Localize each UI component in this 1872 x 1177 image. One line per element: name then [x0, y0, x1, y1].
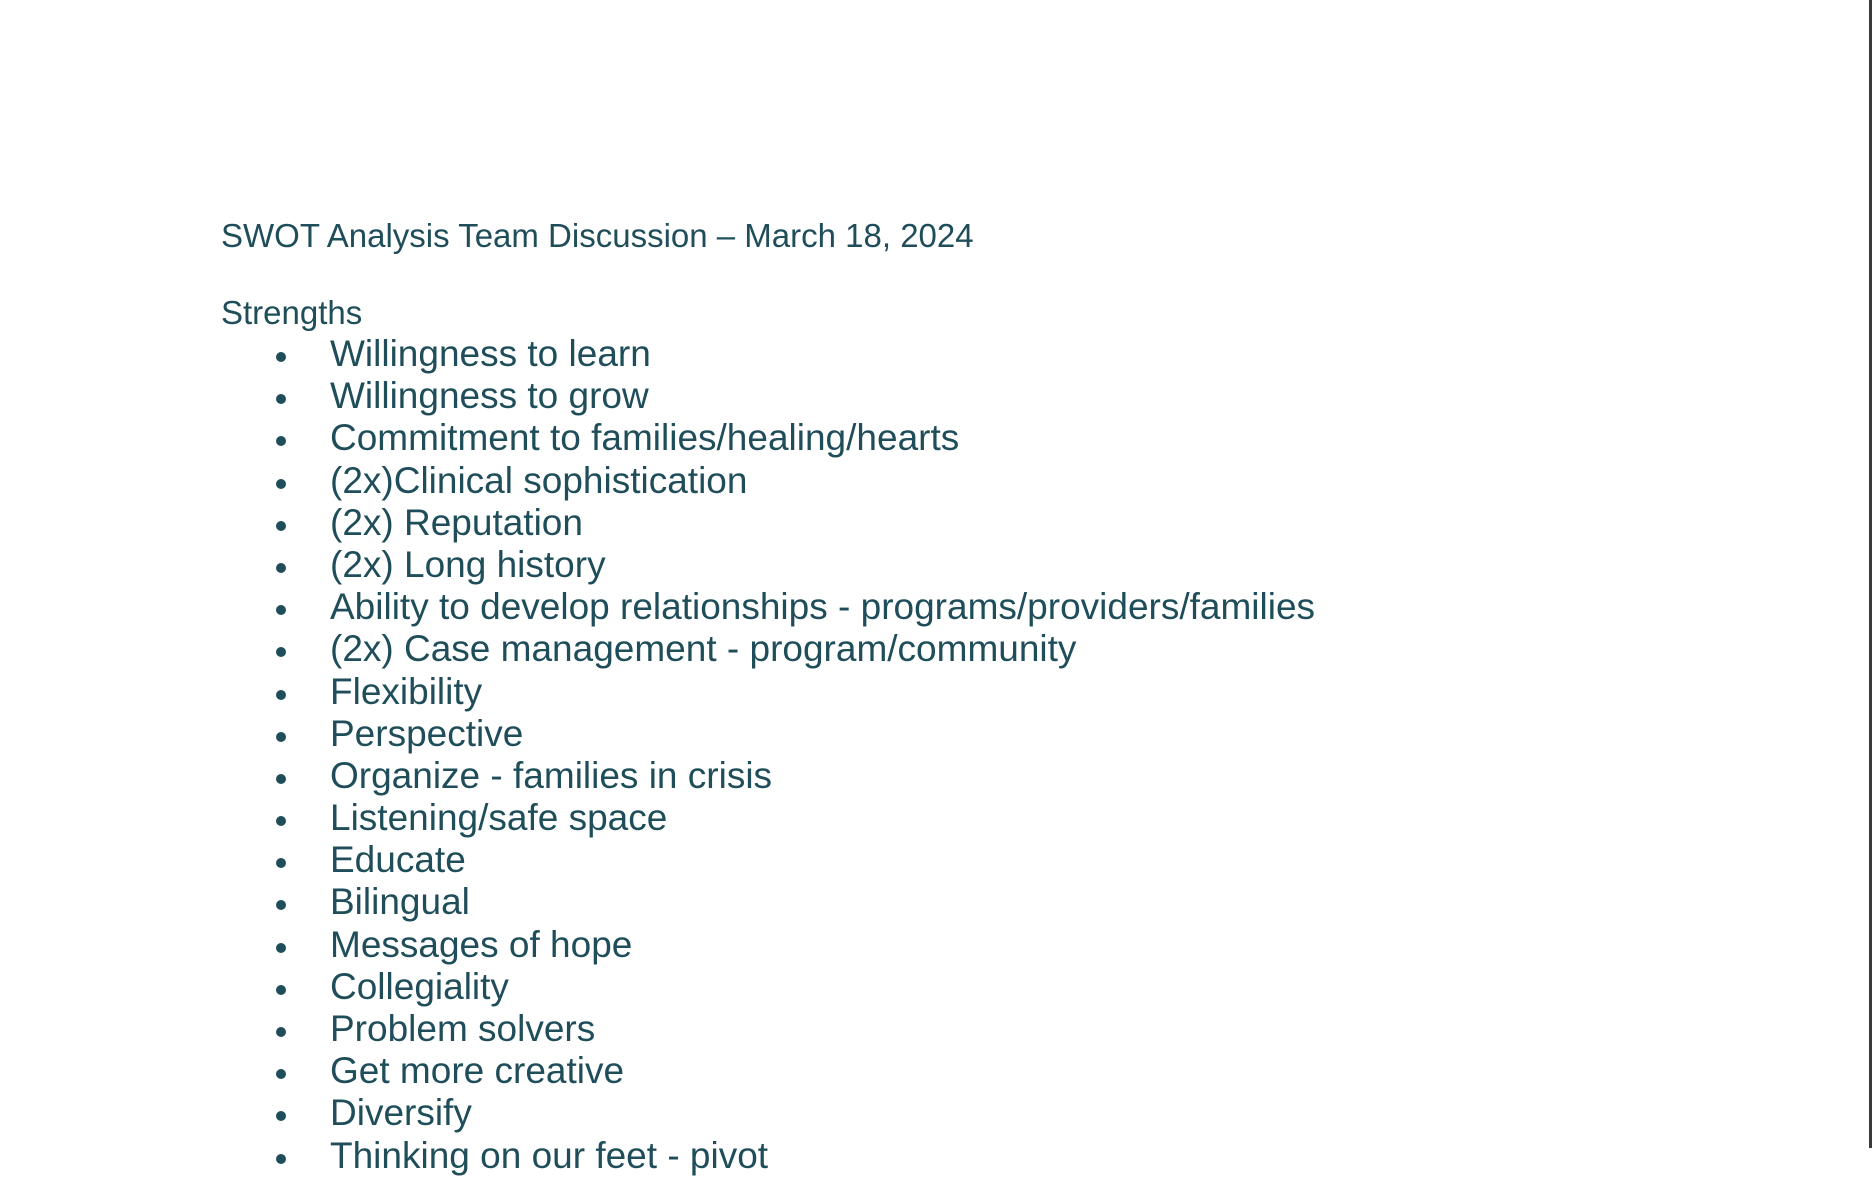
list-item-text: Collegiality	[330, 965, 509, 1007]
bullet-icon	[276, 1111, 286, 1121]
bullet-icon	[276, 774, 286, 784]
bullet-icon	[276, 479, 286, 489]
bullet-icon	[276, 943, 286, 953]
list-item-text: Commitment to families/healing/hearts	[330, 417, 960, 459]
list-item-text: Willingness to learn	[330, 333, 651, 374]
bullet-icon	[276, 605, 286, 615]
list-item-text: Listening/safe space	[330, 797, 668, 839]
bullet-icon	[276, 900, 286, 910]
list-item-text: (2x) Reputation	[330, 501, 583, 543]
list-item-text: Thinking on our feet - pivot	[330, 1134, 769, 1176]
bullet-icon	[276, 563, 286, 573]
list-item-text: (2x) Long history	[330, 543, 606, 585]
list-item-text: Ability to develop relationships - programs/providers/families	[330, 586, 1316, 628]
bullet-icon	[276, 352, 286, 362]
bullet-icon	[276, 394, 286, 404]
bullet-icon	[276, 436, 286, 446]
list-item-text: Organize - families in crisis	[330, 754, 773, 796]
list-item-text: Get more creative	[330, 1050, 625, 1092]
list-item-text: Willingness to grow	[330, 375, 649, 417]
list-item-text: Perspective	[330, 712, 524, 754]
bullet-icon	[276, 690, 286, 700]
list-item-text: Flexibility	[330, 670, 483, 712]
list-item-text: Messages of hope	[330, 923, 633, 965]
bullet-icon	[276, 647, 286, 657]
bullet-icon	[276, 816, 286, 826]
bullet-icon	[276, 985, 286, 995]
list-item-text: (2x)Clinical sophistication	[330, 459, 748, 501]
list-item-text: Diversify	[330, 1092, 472, 1134]
bullet-icon	[276, 521, 286, 531]
bullet-icon	[276, 732, 286, 742]
bullet-icon	[276, 1027, 286, 1037]
list-item-text: (2x) Case management - program/community	[330, 628, 1077, 670]
bullet-icon	[276, 1154, 286, 1164]
list-item-text: Educate	[330, 839, 466, 881]
list-item-text: Bilingual	[330, 881, 470, 923]
section-heading-strengths: Strengths	[221, 294, 363, 331]
bullet-icon	[276, 858, 286, 868]
document-title: SWOT Analysis Team Discussion – March 18, 2024	[221, 217, 974, 254]
bullet-icon	[276, 1069, 286, 1079]
list-item-text: Problem solvers	[330, 1008, 596, 1049]
